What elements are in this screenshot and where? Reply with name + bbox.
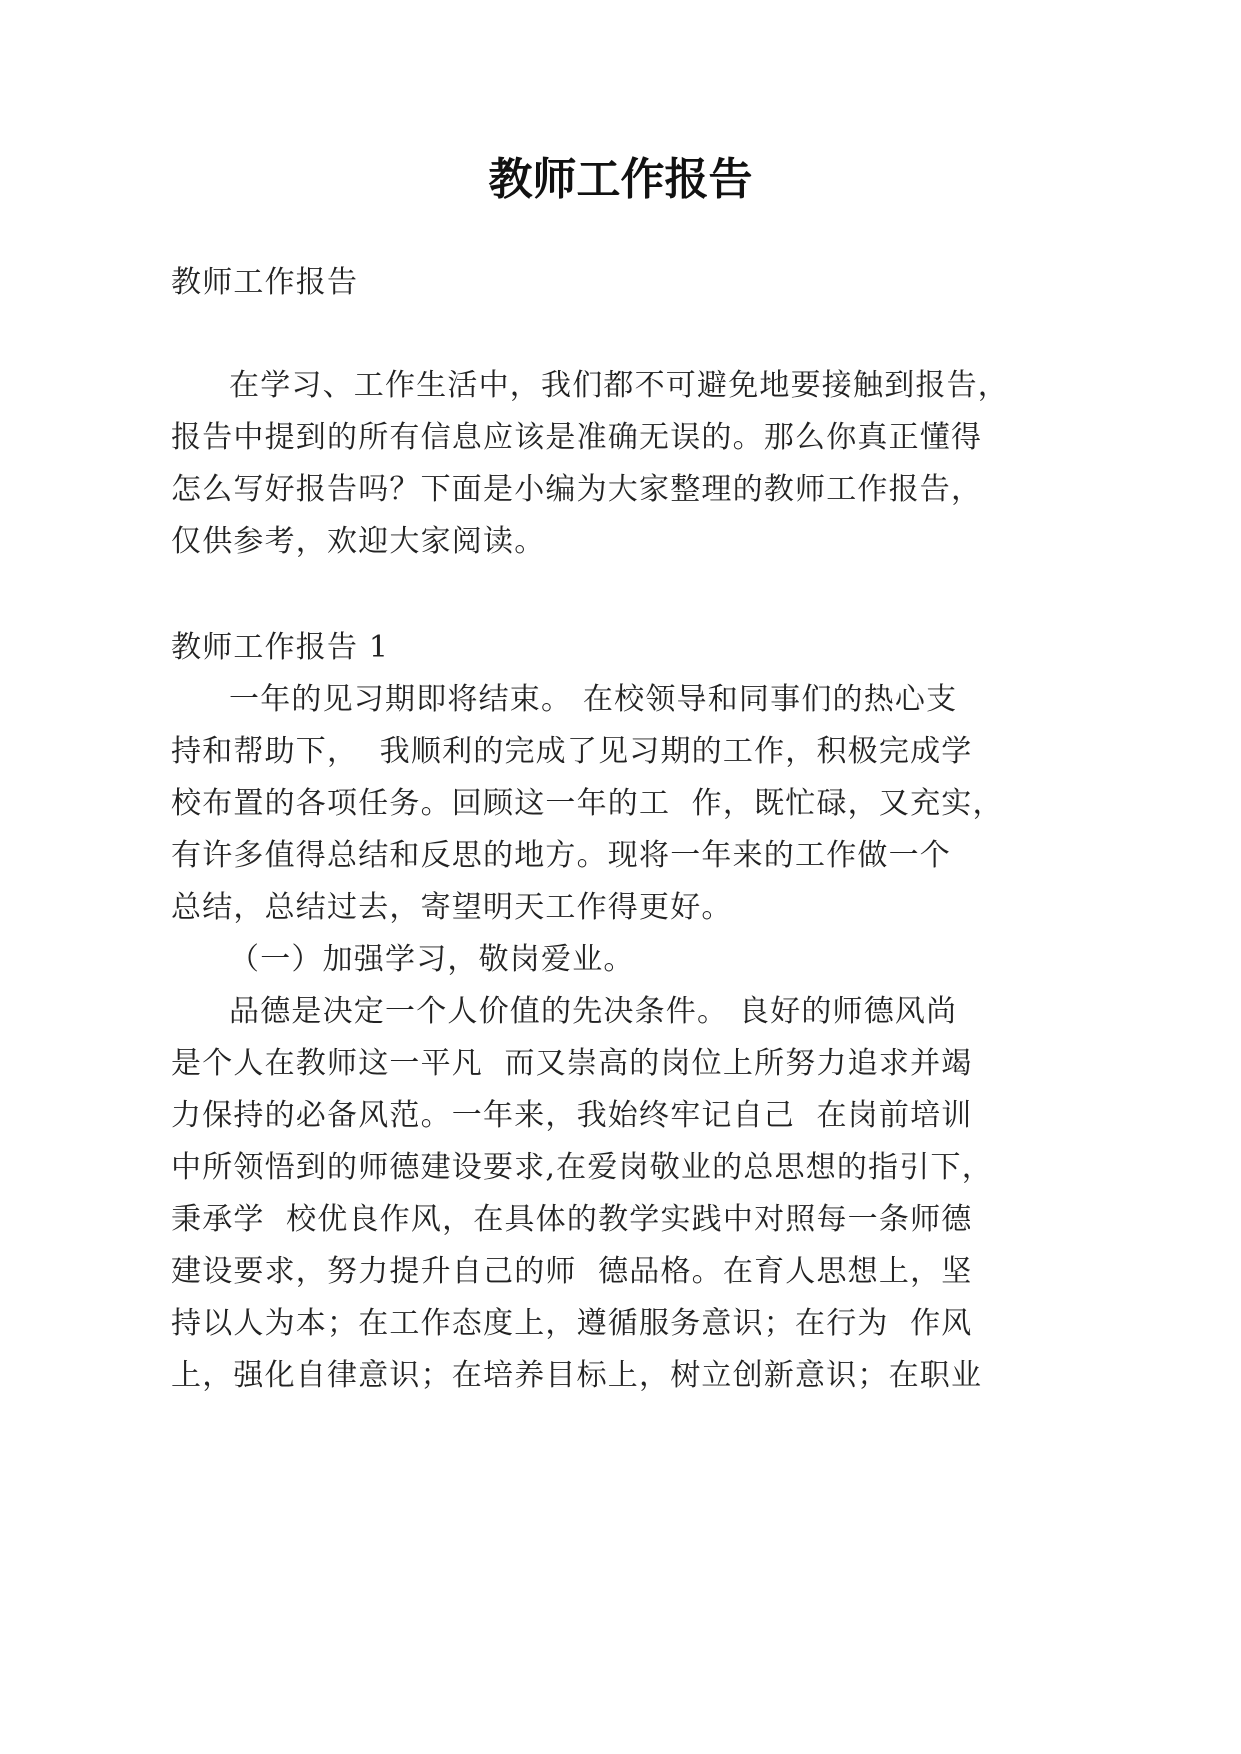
paragraph-line: 中所领悟到的师德建设要求,在爱岗敬业的总思想的指引下， [171,1150,993,1185]
paragraph-line: 总结，总结过去，寄望明天工作得更好。 [171,890,733,925]
section-heading: 教师工作报告 1 [171,630,390,665]
paragraph-line: 是个人在教师这一平凡 而又崇高的岗位上所努力追求并竭 [171,1046,973,1081]
paragraph-line: 一年的见习期即将结束。 在校领导和同事们的热心支 [229,682,958,717]
paragraph-line: 校布置的各项任务。回顾这一年的工 作，既忙碌，又充实， [171,786,1004,821]
paragraph-line: 秉承学 校优良作风，在具体的教学实践中对照每一条师德 [171,1202,973,1237]
paragraph-line: 建设要求，努力提升自己的师 德品格。在育人思想上，坚 [171,1254,973,1289]
intro-line: 在学习、工作生活中，我们都不可避免地要接触到报告， [229,368,1009,403]
paragraph-line: 持以人为本；在工作态度上，遵循服务意识；在行为 作风 [171,1306,973,1341]
document-title: 教师工作报告 [488,154,753,205]
intro-line: 报告中提到的所有信息应该是准确无误的。那么你真正懂得 [171,420,983,455]
paragraph-line: 有许多值得总结和反思的地方。现将一年来的工作做一个 [171,838,951,873]
paragraph-line: 持和帮助下， 我顺利的完成了见习期的工作，积极完成学 [171,734,973,769]
paragraph-line: 力保持的必备风范。一年来，我始终牢记自己 在岗前培训 [171,1098,973,1133]
subheading: （一）加强学习，敬岗爱业。 [229,942,635,977]
paragraph-line: 品德是决定一个人价值的先决条件。 良好的师德风尚 [229,994,958,1029]
document-subtitle: 教师工作报告 [171,265,359,300]
paragraph-line: 上，强化自律意识；在培养目标上，树立创新意识；在职业 [171,1358,983,1393]
intro-line: 怎么写好报告吗？下面是小编为大家整理的教师工作报告， [171,472,983,507]
intro-line: 仅供参考，欢迎大家阅读。 [171,524,546,559]
